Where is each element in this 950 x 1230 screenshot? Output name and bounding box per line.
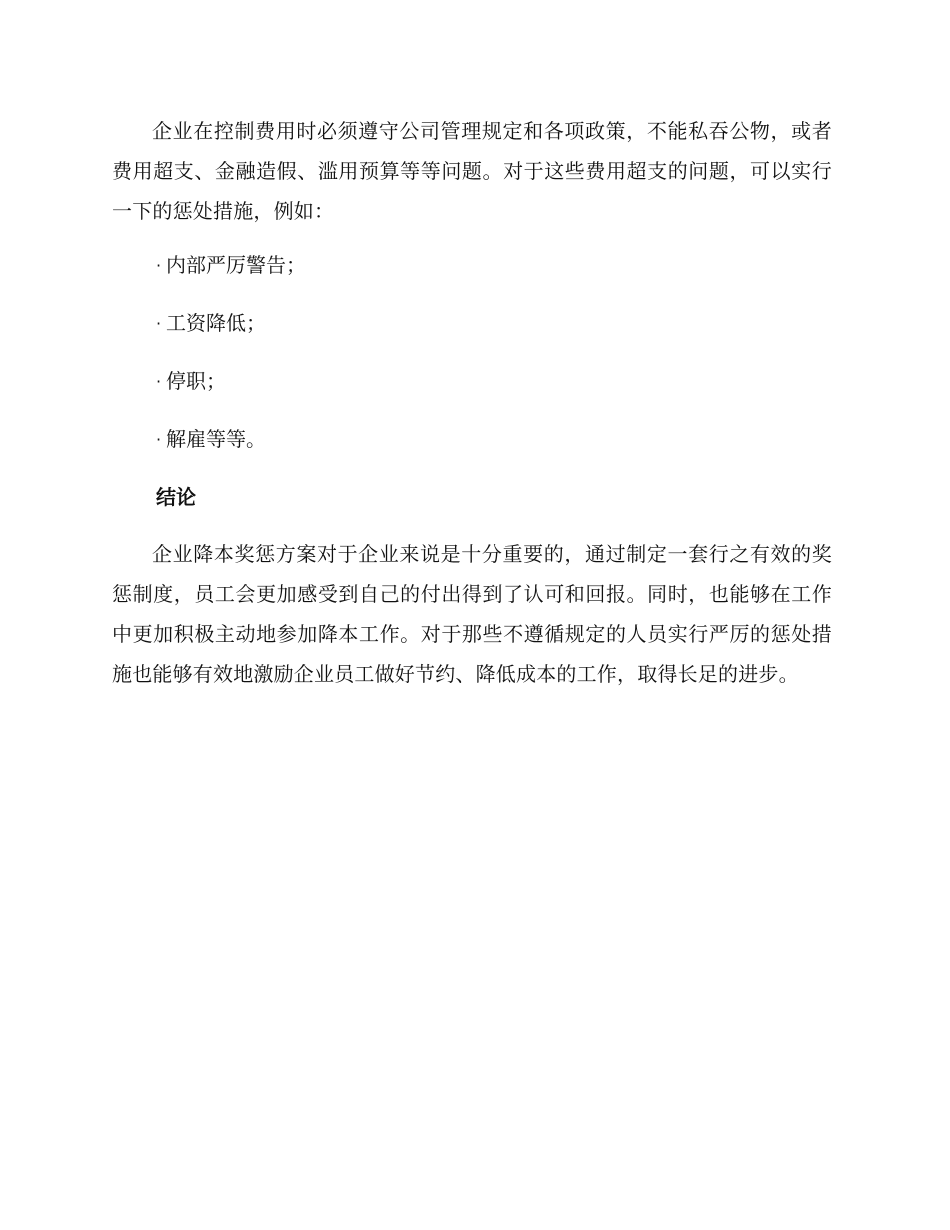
bullet-icon: · [156,430,162,449]
intro-paragraph: 企业在控制费用时必须遵守公司管理规定和各项政策，不能私吞公物，或者费用超支、金融造假、滥用预算等等问题。对于这些费用超支的问题，可以实行一下的惩处措施，例如： [112,119,832,223]
list-item [112,419,832,477]
conclusion-paragraph: 企业降本奖惩方案对于企业来说是十分重要的，通过制定一套行之有效的奖惩制度，员工会更加感受到自己的付出得到了认可和回报。同时，也能够在工作中更加积极主动地参加降本工作。对于那些不遵循规定的人员实行严厉的惩处措施也能够有效地激励企业员工做好节约、降低成本的工作，取得长足的进步。 [112,542,832,686]
bullet-icon: · [156,372,162,391]
document-body [112,111,832,694]
list-item-text: 工资降低； [166,311,266,335]
section-heading: 结论 [156,485,196,509]
bullet-icon: · [156,256,162,275]
penalty-list [112,245,832,477]
bullet-icon: · [156,314,162,333]
list-item [112,245,832,303]
list-item-text: 内部严厉警告； [166,253,306,277]
list-item [112,361,832,419]
list-item [112,303,832,361]
list-item-text: 停职； [166,369,226,393]
list-item-text: 解雇等等。 [166,427,266,451]
